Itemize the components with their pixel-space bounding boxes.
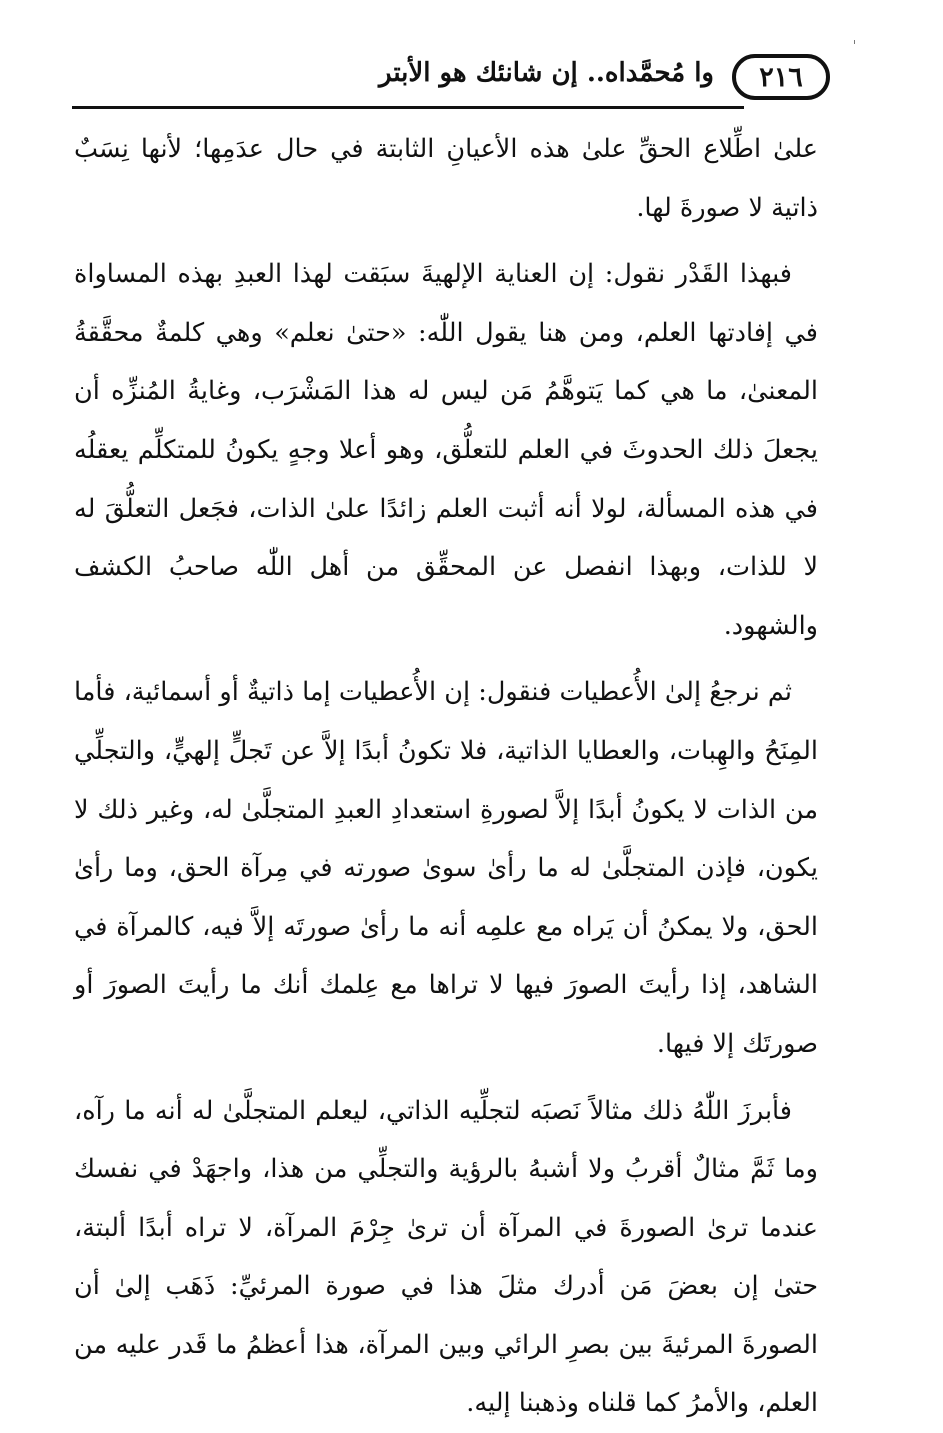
header-rule [72, 106, 744, 109]
paragraph-4: فأبرزَ اللّٰهُ ذلك مثالاً نَصبَه لتجلِّيه الذاتي، ليعلم المتجلَّىٰ له أنه ما رآه، وما ثَمَّ مثالٌ أقربُ ولا أشبهُ بالرؤية والتجلِّي من هذا، واجهَدْ في نفسك عندما ترىٰ الصورةَ في المرآة أن ترىٰ جِرْمَ المرآة، لا تراه أبدًا ألبتة، حتىٰ إن بعضَ مَن أدرك مثلَ هذا في صورة المرئيِّ: ذَهَب إلىٰ أن الصورةَ المرئيةَ بين بصرِ الرائي وبين المرآة، هذا أعظمُ ما قَدر عليه من العلم، والأمرُ كما قلناه وذهبنا إليه. [74, 1082, 818, 1433]
page-number-badge [732, 54, 830, 100]
margin-mark [854, 40, 855, 44]
body-text [74, 120, 818, 1433]
page-header [72, 52, 830, 114]
page-number: ٢١٦ [759, 62, 803, 93]
paragraph-2: فبهذا القَدْر نقول: إن العناية الإلهيةَ سبَقت لهذا العبدِ بهذه المساواة في إفادتها العلم، ومن هنا يقول اللّٰه: «حتىٰ نعلم» وهي كلمةٌ محقَّقةُ المعنىٰ، ما هي كما يَتوهَّمُ مَن ليس له هذا المَشْرَب، وغايةُ المُنزِّه أن يجعلَ ذلك الحدوثَ في العلم للتعلُّق، وهو أعلا وجهٍ يكونُ للمتكلِّم يعقلُه في هذه المسألة، لولا أنه أثبت العلم زائدًا علىٰ الذات، فجَعل التعلُّقَ له لا للذات، وبهذا انفصل عن المحقِّق من أهل اللّٰه صاحبُ الكشف والشهود. [74, 245, 818, 655]
running-title: وا مُحمَّداه.. إن شانئك هو الأبتر [379, 58, 714, 88]
paragraph-1: علىٰ اطِّلاع الحقِّ علىٰ هذه الأعيانِ الثابتة في حال عدَمِها؛ لأنها نِسَبٌ ذاتية لا صورةَ لها. [74, 120, 818, 237]
paragraph-3: ثم نرجعُ إلىٰ الأُعطيات فنقول: إن الأُعطيات إما ذاتيةٌ أو أسمائية، فأما المِنَحُ والهِبات، والعطايا الذاتية، فلا تكونُ أبدًا إلاَّ عن تَجلٍّ إلهيٍّ، والتجلِّي من الذات لا يكونُ أبدًا إلاَّ لصورةِ استعدادِ العبدِ المتجلَّىٰ له، وغير ذلك لا يكون، فإذن المتجلَّىٰ له ما رأىٰ سوىٰ صورته في مِرآة الحق، وما رأىٰ الحق، ولا يمكنُ أن يَراه مع علمِه أنه ما رأىٰ صورتَه إلاَّ فيه، كالمرآة في الشاهد، إذا رأيتَ الصورَ فيها لا تراها مع عِلمك أنك ما رأيتَ الصورَ أو صورتَك إلا فيها. [74, 663, 818, 1073]
